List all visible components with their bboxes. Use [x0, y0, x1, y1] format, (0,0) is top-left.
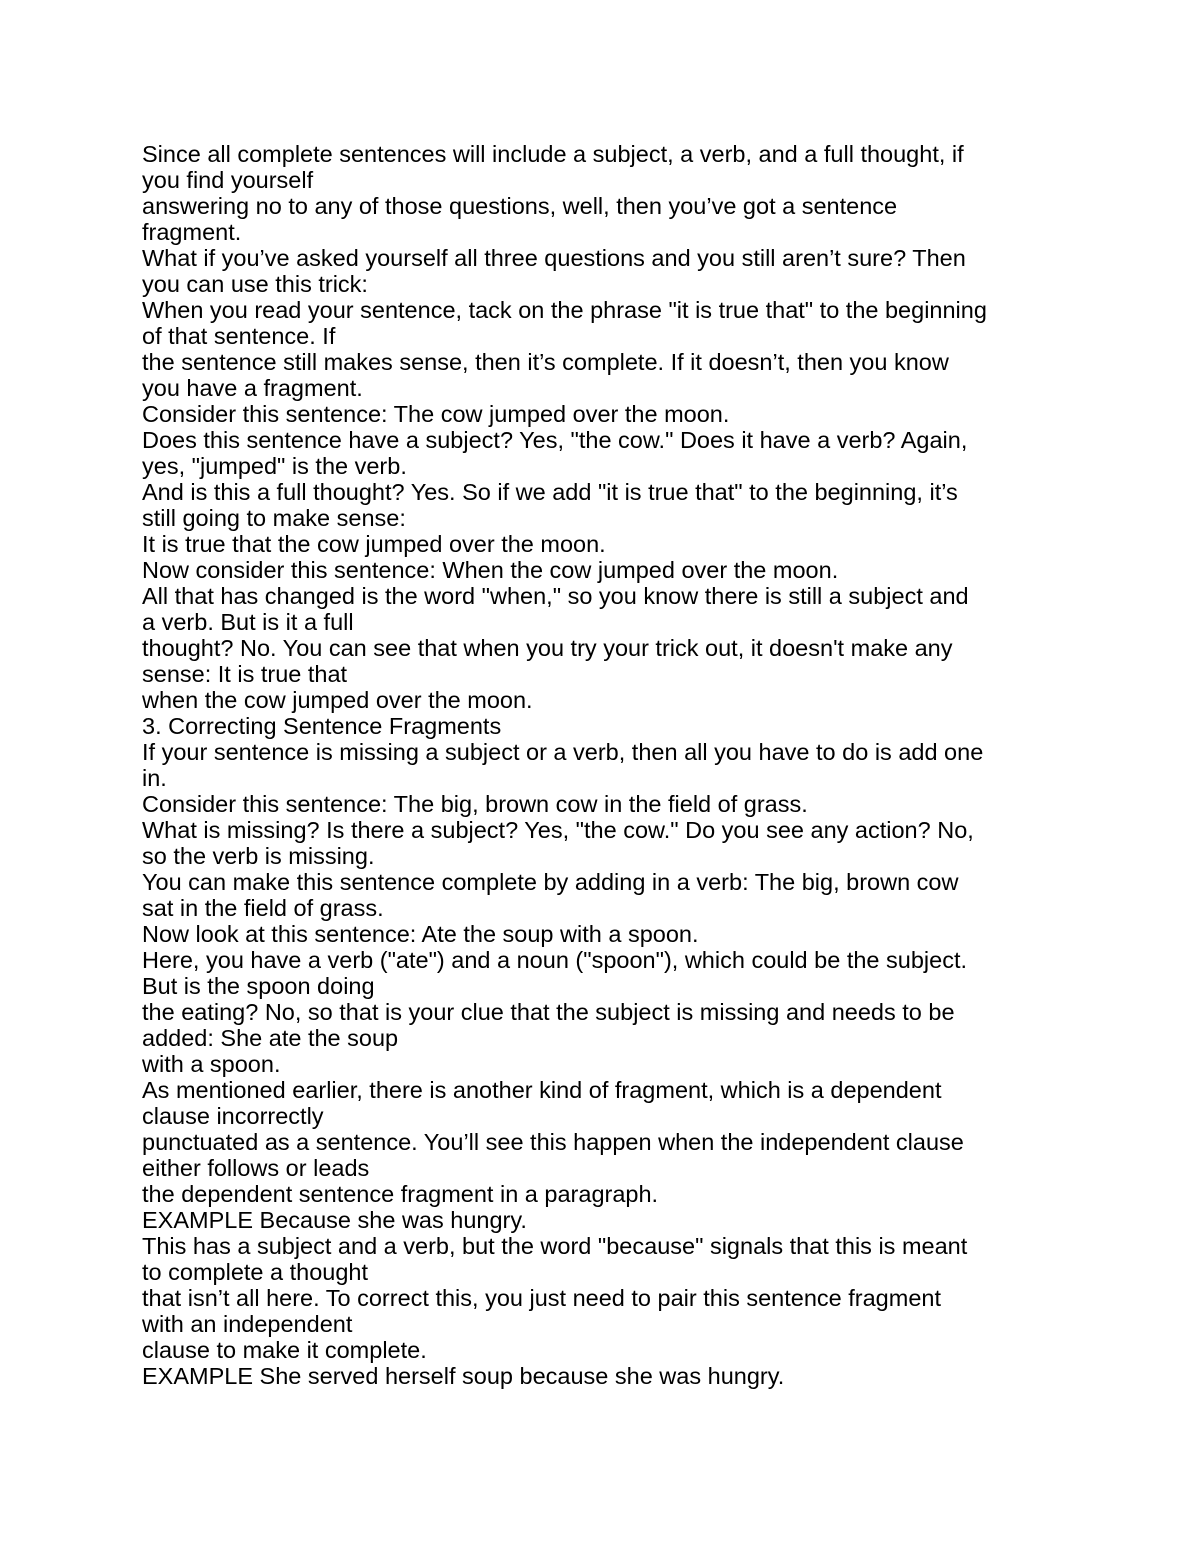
text-line: If your sentence is missing a subject or a verb, then all you have to do is add one — [142, 739, 984, 765]
text-line: a verb. But is it a full — [142, 609, 354, 635]
text-line: Now look at this sentence: Ate the soup with a spoon. — [142, 921, 699, 947]
text-line: This has a subject and a verb, but the word "because" signals that this is meant — [142, 1233, 968, 1259]
text-line: Does this sentence have a subject? Yes, "the cow." Does it have a verb? Again, — [142, 427, 968, 453]
text-line: added: She ate the soup — [142, 1025, 399, 1051]
text-line: What is missing? Is there a subject? Yes, "the cow." Do you see any action? No, — [142, 817, 974, 843]
text-line: sat in the field of grass. — [142, 895, 384, 921]
text-line: fragment. — [142, 219, 242, 245]
text-line: either follows or leads — [142, 1155, 370, 1181]
text-line: when the cow jumped over the moon. — [142, 687, 533, 713]
text-line: still going to make sense: — [142, 505, 406, 531]
text-line: Since all complete sentences will include a subject, a verb, and a full thought, if — [142, 141, 964, 167]
text-line: sense: It is true that — [142, 661, 348, 687]
text-line: thought? No. You can see that when you try your trick out, it doesn't make any — [142, 635, 953, 661]
text-line: answering no to any of those questions, well, then you’ve got a sentence — [142, 193, 898, 219]
text-line: so the verb is missing. — [142, 843, 375, 869]
text-line: As mentioned earlier, there is another kind of fragment, which is a dependent — [142, 1077, 942, 1103]
text-line: What if you’ve asked yourself all three questions and you still aren’t sure? Then — [142, 245, 966, 271]
text-line: EXAMPLE She served herself soup because she was hungry. — [142, 1363, 785, 1389]
text-line: All that has changed is the word "when," so you know there is still a subject and — [142, 583, 969, 609]
text-line: Consider this sentence: The cow jumped over the moon. — [142, 401, 730, 427]
text-line: that isn’t all here. To correct this, you just need to pair this sentence fragment — [142, 1285, 941, 1311]
text-line: It is true that the cow jumped over the moon. — [142, 531, 606, 557]
text-line: of that sentence. If — [142, 323, 336, 349]
text-line: You can make this sentence complete by adding in a verb: The big, brown cow — [142, 869, 959, 895]
text-line: to complete a thought — [142, 1259, 369, 1285]
text-line: punctuated as a sentence. You’ll see this happen when the independent clause — [142, 1129, 964, 1155]
text-line: Consider this sentence: The big, brown cow in the field of grass. — [142, 791, 808, 817]
text-line: the dependent sentence fragment in a paragraph. — [142, 1181, 659, 1207]
text-line: with a spoon. — [142, 1051, 281, 1077]
text-line: you have a fragment. — [142, 375, 363, 401]
text-line: And is this a full thought? Yes. So if we add "it is true that" to the beginning, it’s — [142, 479, 958, 505]
text-line: you can use this trick: — [142, 271, 368, 297]
text-line: 3. Correcting Sentence Fragments — [142, 713, 502, 739]
text-line: clause incorrectly — [142, 1103, 324, 1129]
text-line: the sentence still makes sense, then it’s complete. If it doesn’t, then you know — [142, 349, 949, 375]
text-line: Here, you have a verb ("ate") and a noun ("spoon"), which could be the subject. — [142, 947, 968, 973]
text-line: in. — [142, 765, 167, 791]
text-line: the eating? No, so that is your clue that the subject is missing and needs to be — [142, 999, 955, 1025]
text-line: When you read your sentence, tack on the phrase "it is true that" to the beginning — [142, 297, 987, 323]
document-body — [142, 141, 1072, 1389]
text-line: Now consider this sentence: When the cow jumped over the moon. — [142, 557, 839, 583]
text-line: clause to make it complete. — [142, 1337, 427, 1363]
text-line: yes, "jumped" is the verb. — [142, 453, 407, 479]
text-line: you find yourself — [142, 167, 314, 193]
text-line: But is the spoon doing — [142, 973, 375, 999]
text-line: EXAMPLE Because she was hungry. — [142, 1207, 527, 1233]
text-line: with an independent — [142, 1311, 353, 1337]
